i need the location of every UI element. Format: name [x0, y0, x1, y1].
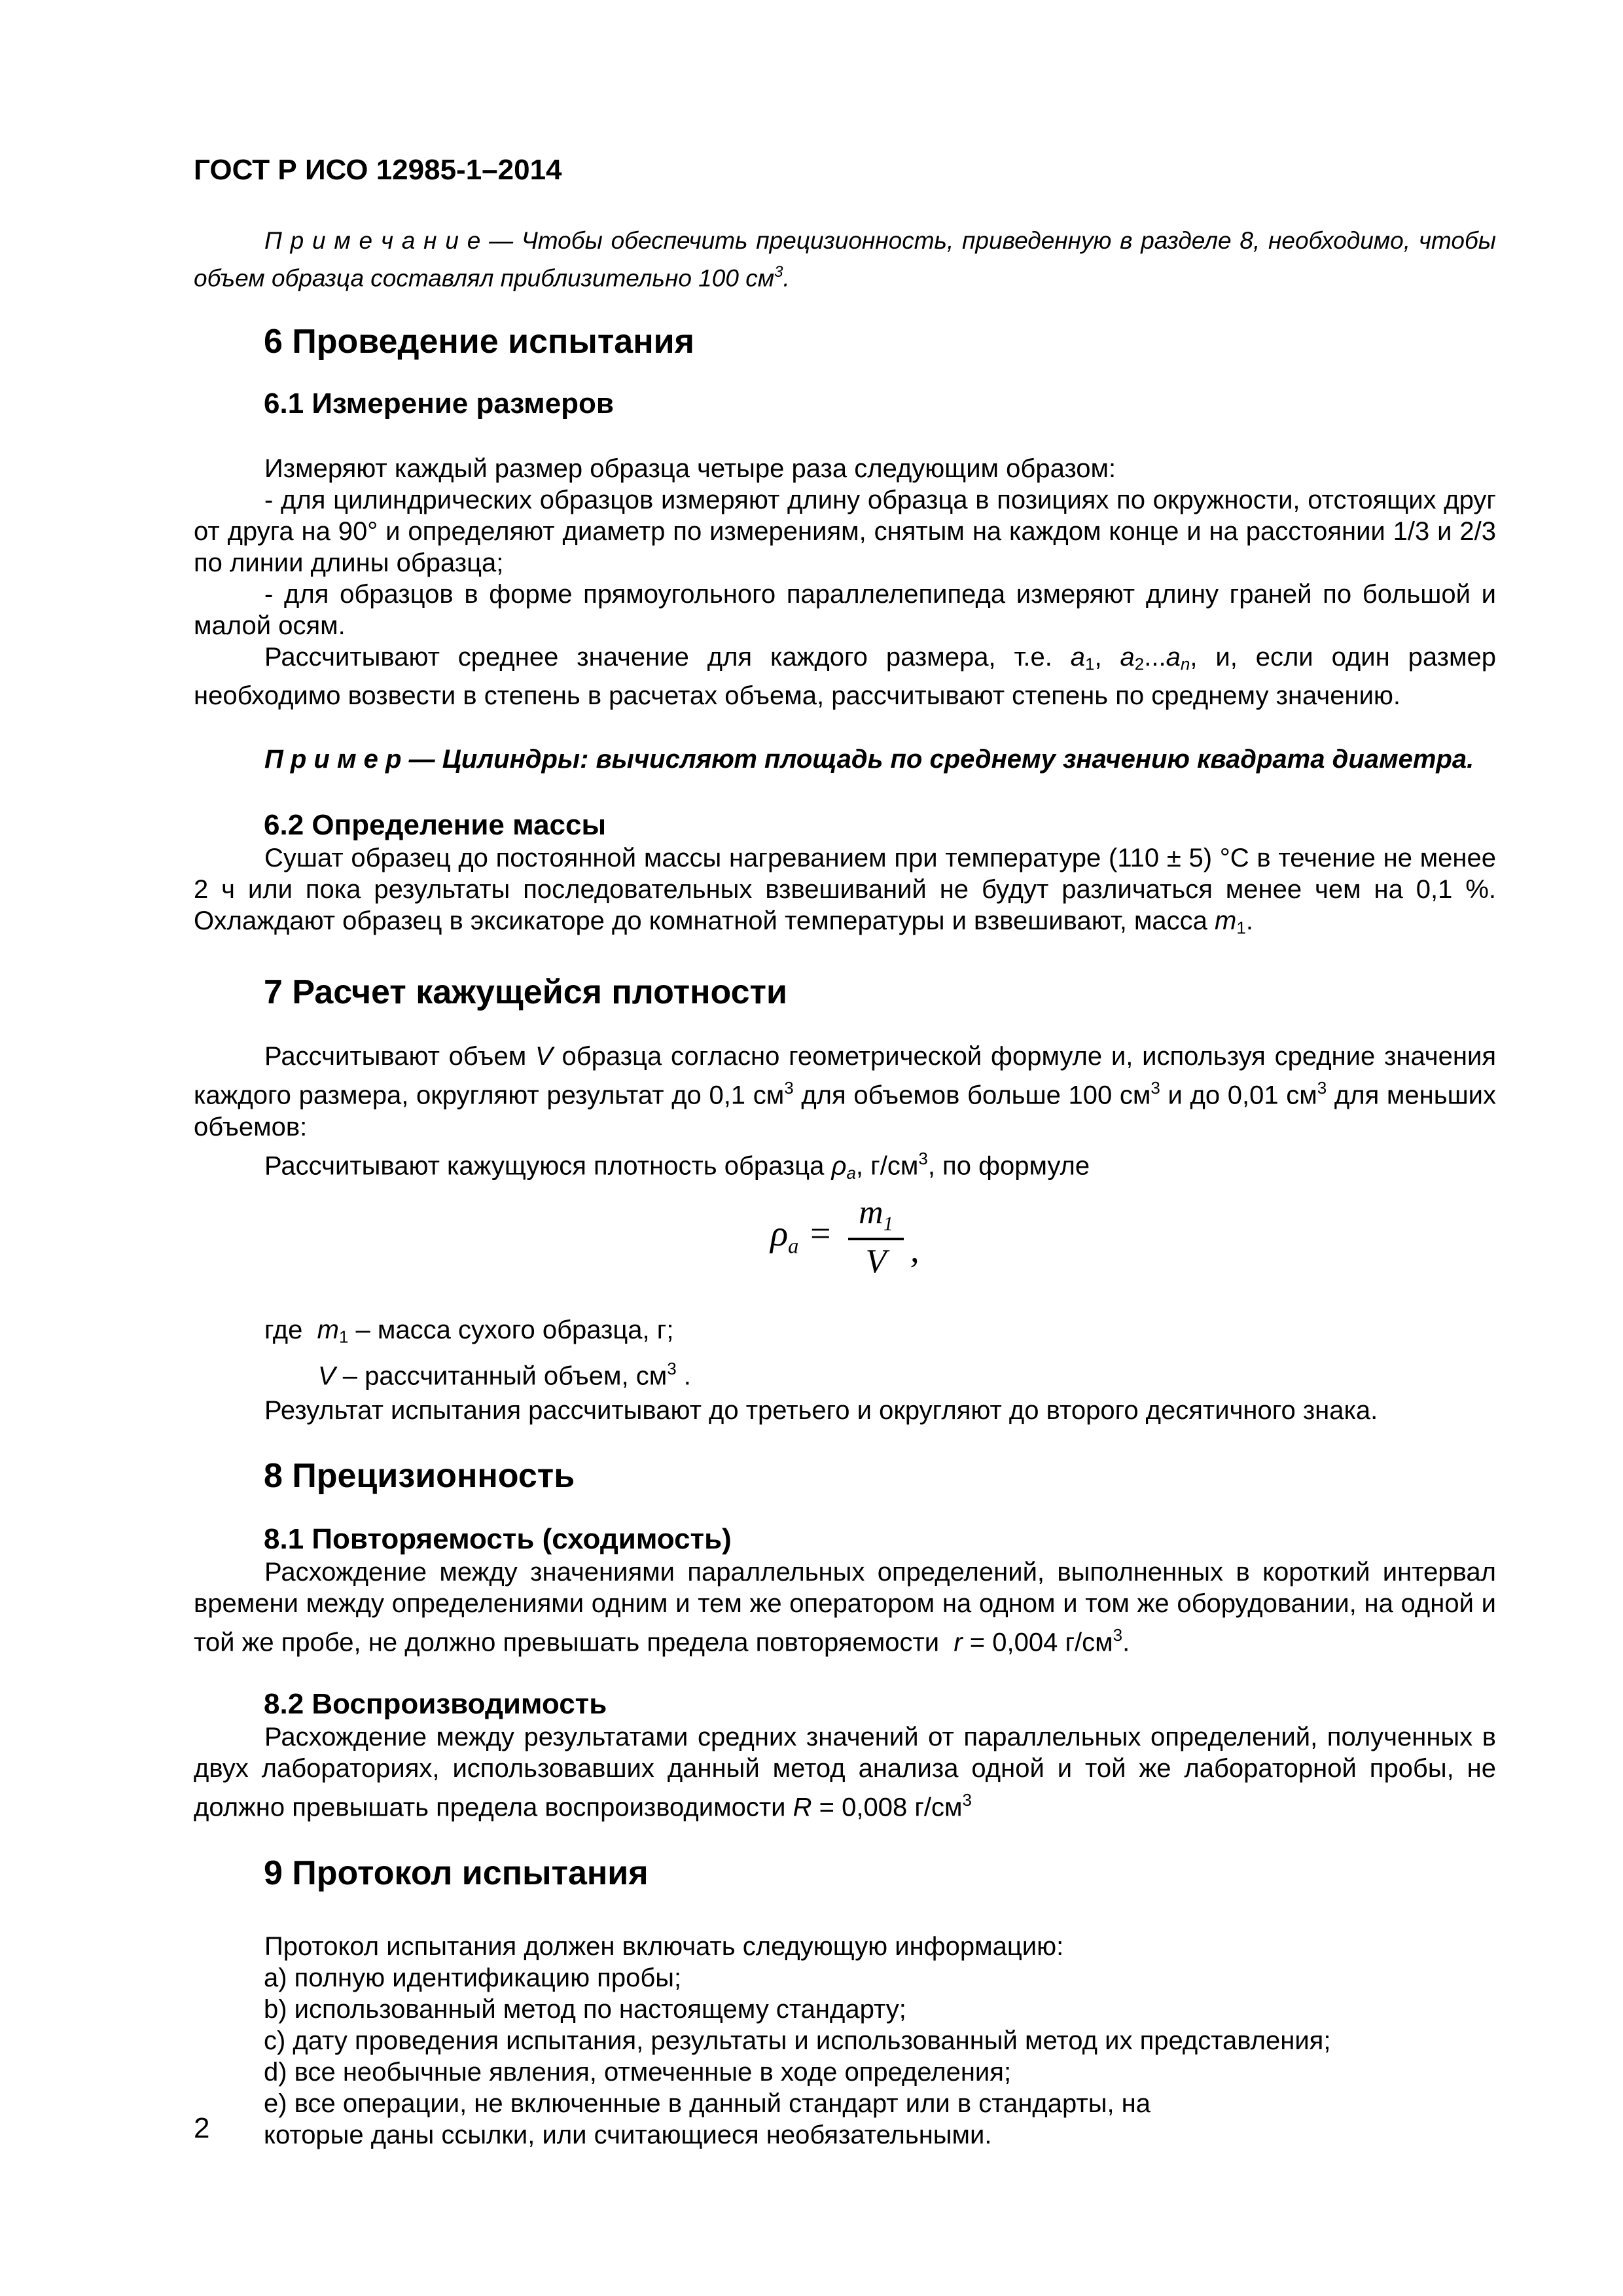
- where-clause-m1: где $m_1$ – масса сухого образца, г;: [264, 1316, 674, 1347]
- formula-comma: ,: [910, 1230, 919, 1271]
- protocol-item-e-line2: которые даны ссылки, или считающиеся необязательными.: [264, 2121, 992, 2150]
- section-8-2-heading: 8.2 Воспроизводимость: [264, 1687, 607, 1720]
- page-number: 2: [194, 2112, 210, 2144]
- protocol-intro: Протокол испытания должен включать следующую информацию:: [264, 1932, 1064, 1962]
- result-rounding-note: Результат испытания рассчитывают до третьего и округляют до второго десятичного знака.: [264, 1396, 1378, 1426]
- example-paragraph: П р и м е р — Цилиндры: вычисляют площадь по среднему значению квадрата диаметра.: [264, 744, 1474, 774]
- formula-equals: =: [808, 1213, 833, 1254]
- section-8-1-heading: 8.1 Повторяемость (сходимость): [264, 1523, 732, 1556]
- paragraph: - для образцов в форме прямоугольного параллелепипеда измеряют длину граней по большой и малой осям.: [194, 580, 1496, 641]
- formula-numerator: $m_1$: [848, 1194, 904, 1240]
- formula-lhs: $\rho_a$: [770, 1213, 799, 1259]
- note-paragraph: П р и м е ч а н и е — Чтобы обеспечить прецизионность, приведенную в разделе 8, необходимо, чтобы объем образца составлял приблизительно 100 $см^3$.: [194, 227, 1496, 292]
- paragraph: Рассчитывают кажущуюся плотность образца $\rho_a$, $г/см^3$, по формуле: [264, 1149, 1090, 1183]
- paragraph: Сушат образец до постоянной массы нагреванием при температуре (110 ± 5) °С в течение не менее 2 ч или пока результаты последовательных взвешиваний не будут различаться менее чем на 0,1 %. Охлаждают образец в эксикаторе до комнатной температуры и взвешивают, масса $m_1$.: [194, 843, 1496, 938]
- protocol-item-d: d) все необычные явления, отмеченные в ходе определения;: [264, 2058, 1012, 2087]
- formula-fraction: [848, 1194, 904, 1280]
- paragraph: Рассчитывают объем V образца согласно геометрической формуле и, используя средние значения каждого размера, округляют результат до 0,1 $см^3$ для объемов больше 100 $см^3$ и до 0,01 $см^3$ для меньших объемов:: [194, 1042, 1497, 1142]
- doc-code-header: ГОСТ Р ИСО 12985-1–2014: [194, 154, 562, 186]
- section-6-1-heading: 6.1 Измерение размеров: [264, 387, 614, 420]
- where-clause-v: V – рассчитанный объем, $см^3$ .: [318, 1358, 691, 1391]
- paragraph: Рассчитывают среднее значение для каждого размера, т.е. $a_1$, $a_2...a_n$, и, если один размер необходимо возвести в степень в расчетах объема, рассчитывают степень по среднему значению.: [194, 643, 1496, 710]
- formula-denominator: V: [865, 1242, 887, 1280]
- paragraph: Расхождение между результатами средних значений от параллельных определений, полученных в двух лабораториях, использовавших данный метод анализа одной и той же лабораторной пробы, не должно превышать предела воспроизводимости R = 0,008 $г/см^3$: [194, 1722, 1496, 1822]
- section-6-heading: 6 Проведение испытания: [264, 323, 694, 361]
- paragraph: Расхождение между значениями параллельных определений, выполненных в короткий интервал времени между определениями одним и тем же оператором на одном и том же оборудовании, на одной и той же пробе, не должно превышать предела повторяемости r = 0,004 $г/см^3$.: [194, 1558, 1496, 1657]
- paragraph: - для цилиндрических образцов измеряют длину образца в позициях по окружности, отстоящих друг от друга на 90° и определяют диаметр по измерениям, снятым на каждом конце и на расстоянии 1/3 и 2/3 по линии длины образца;: [194, 486, 1496, 578]
- section-8-heading: 8 Прецизионность: [264, 1457, 575, 1496]
- protocol-item-e-line1: e) все операции, не включенные в данный стандарт или в стандарты, на: [264, 2089, 1151, 2119]
- section-9-heading: 9 Протокол испытания: [264, 1854, 649, 1893]
- section-7-heading: 7 Расчет кажущейся плотности: [264, 973, 787, 1012]
- protocol-item-c: c) дату проведения испытания, результаты и использованный метод их представления;: [264, 2026, 1331, 2056]
- density-formula: [194, 1194, 1496, 1280]
- section-6-2-heading: 6.2 Определение массы: [264, 808, 607, 841]
- paragraph: Измеряют каждый размер образца четыре раза следующим образом:: [264, 454, 1116, 484]
- protocol-item-b: b) использованный метод по настоящему стандарту;: [264, 1995, 906, 2024]
- protocol-item-a: a) полную идентификацию пробы;: [264, 1964, 682, 1993]
